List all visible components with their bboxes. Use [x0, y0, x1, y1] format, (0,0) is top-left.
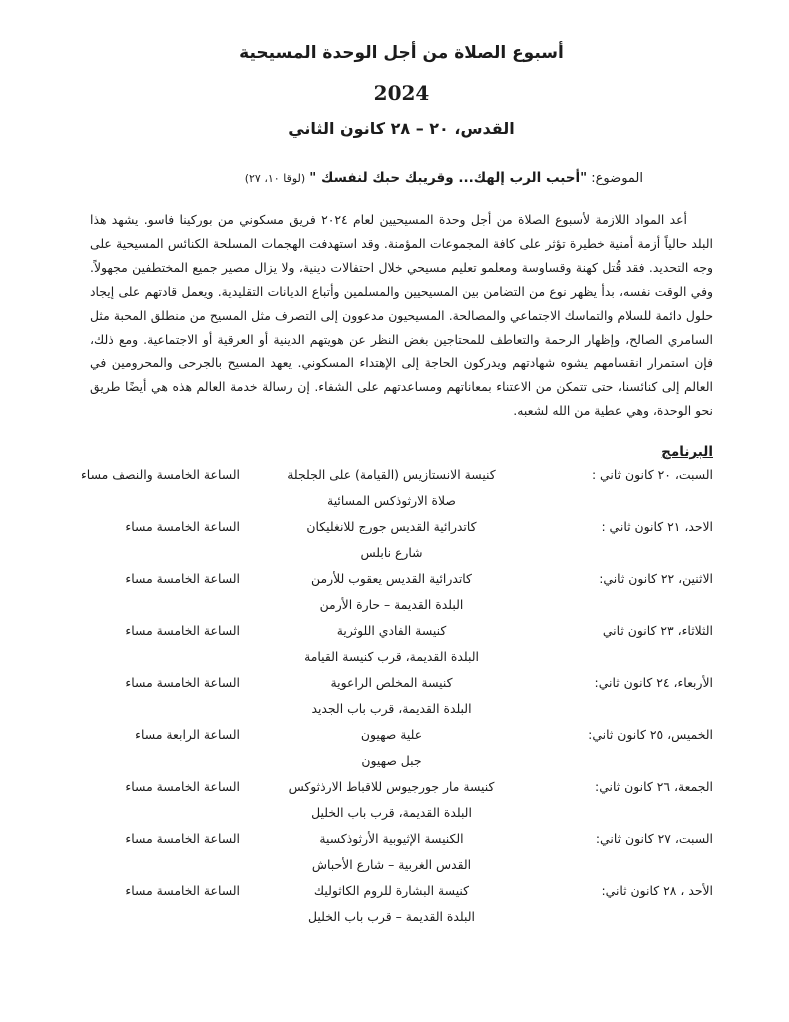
entry-venue: كنيسة الانستازيس (القيامة) على الجلجلة	[287, 466, 496, 482]
program-schedule	[80, 462, 713, 930]
subject-reference: (لوقا ١٠، ٢٧)	[244, 171, 306, 185]
entry-time: الساعة الخامسة مساء	[125, 622, 240, 638]
program-entry	[90, 826, 713, 878]
entry-location: صلاة الارثوذكس المسائية	[327, 492, 456, 508]
program-entry	[80, 462, 713, 514]
entry-time: الساعة الخامسة مساء	[125, 570, 240, 586]
entry-day: الخميس، ٢٥ كانون ثاني:	[588, 726, 713, 742]
program-section	[80, 441, 713, 930]
entry-day: الثلاثاء، ٢٣ كانون ثاني	[602, 622, 713, 638]
document-place-dates: القدس، ٢٠ – ٢٨ كانون الثاني	[288, 118, 515, 138]
entry-venue: كنيسة مار جورجيوس للاقباط الارذثوكس	[288, 778, 495, 794]
intro-paragraph: أعد المواد اللازمة لأسبوع الصلاة من أجل وحدة المسيحيين لعام ٢٠٢٤ فريق مسكوني من بوركينا فاسو. يشهد هذا البلد حالياً أزمة أمنية خطيرة تؤثر على كافة المجموعات المؤمنة. وقد استهدفت الهجمات المسلحة الكنائس المسيحية على وجه التحديد. فقد قُتل كهنة وقساوسة ومعلمو تعليم مسيحي خلال احتفالات دينية، ولا يزال مصير جميع المختطفين مجهولاً. وفي الوقت نفسه، بدأ يظهر نوع من التضامن بين المسيحيين والمسلمين وأتباع الديانات التقليدية. ويعمل قادتهم على إيجاد حلول دائمة للسلام والتماسك الاجتماعي والمصالحة. المسيحيون مدعوون إلى التصرف مثل المسيح من منطلق المحبة مثل السامري الصالح، وإظهار الرحمة والتعاطف للمحتاجين بغض النظر عن هويتهم الدينية أو العرقية أو الاجتماعية. ومع ذلك، فإن استمرار انقسامهم يشوه شهادتهم ويدركون الحاجة إلى الإهتداء المسكوني. يعهد المسيح بالجرحى والمحرومين في العالم إلى كنائسنا، حتى تتمكن من الاعتناء بمعاناتهم ومساعدتهم على الشفاء. إن رسالة خدمة العالم هذه هي أيضًا طريق نحو الوحدة، وهي عطية من الله لشعبه.	[90, 212, 713, 418]
entry-location: البلدة القديمة – قرب باب الخليل	[308, 908, 475, 924]
entry-day: الاحد، ٢١ كانون ثاني :	[601, 518, 713, 534]
entry-day: الأربعاء، ٢٤ كانون ثاني:	[594, 674, 713, 690]
document-title: أسبوع الصلاة من أجل الوحدة المسيحية	[239, 43, 564, 63]
entry-time: الساعة الخامسة مساء	[125, 518, 240, 534]
program-entry	[90, 514, 713, 566]
entry-location: القدس الغربية – شارع الأحباش	[311, 856, 472, 872]
program-entry	[90, 566, 713, 618]
entry-venue: علية صهيون	[360, 726, 423, 742]
entry-location: شارع نابلس	[360, 544, 423, 560]
entry-venue: كاتدرائية القديس جورج للانغليكان	[306, 518, 477, 534]
entry-time: الساعة الخامسة مساء	[125, 882, 240, 898]
entry-venue: الكنيسة الإثيوبية الأرثوذكسية	[319, 830, 464, 846]
entry-venue: كنيسة المخلص الراعوية	[330, 674, 453, 690]
subject-line	[90, 168, 643, 189]
entry-time: الساعة الخامسة والنصف مساء	[80, 466, 240, 482]
entry-time: الساعة الخامسة مساء	[125, 674, 240, 690]
entry-location: البلدة القديمة، قرب كنيسة القيامة	[304, 648, 479, 664]
document-year: 2024	[373, 80, 430, 105]
program-entry	[90, 618, 713, 670]
entry-location: البلدة القديمة، قرب باب الخليل	[311, 804, 472, 820]
program-entry	[90, 774, 713, 826]
subject-quote: "أحبب الرب إلهك... وقريبك حبك لنفسك "	[309, 169, 588, 186]
entry-venue: كنيسة الفادي اللوثرية	[336, 622, 447, 638]
entry-day: السبت، ٢٧ كانون ثاني:	[595, 830, 713, 846]
entry-day: الجمعة، ٢٦ كانون ثاني:	[595, 778, 713, 794]
entry-time: الساعة الخامسة مساء	[125, 778, 240, 794]
program-entry	[90, 670, 713, 722]
entry-day: الأحد ، ٢٨ كانون ثاني:	[601, 882, 713, 898]
entry-day: السبت، ٢٠ كانون ثاني :	[591, 466, 713, 482]
entry-location: جبل صهيون	[361, 752, 422, 768]
program-heading: البرنامج	[661, 443, 713, 460]
document-header	[90, 42, 713, 138]
entry-time: الساعة الرابعة مساء	[135, 726, 240, 742]
entry-time: الساعة الخامسة مساء	[125, 830, 240, 846]
program-entry	[90, 722, 713, 774]
entry-day: الاثنين، ٢٢ كانون ثاني:	[599, 570, 713, 586]
subject-label: الموضوع:	[591, 170, 643, 186]
program-entry	[90, 878, 713, 930]
entry-location: البلدة القديمة، قرب باب الجديد	[311, 700, 472, 716]
entry-venue: كنيسة البشارة للروم الكاثوليك	[313, 882, 470, 898]
entry-location: البلدة القديمة – حارة الأرمن	[319, 596, 464, 612]
entry-venue: كاتدرائية القديس يعقوب للأرمن	[311, 570, 472, 586]
